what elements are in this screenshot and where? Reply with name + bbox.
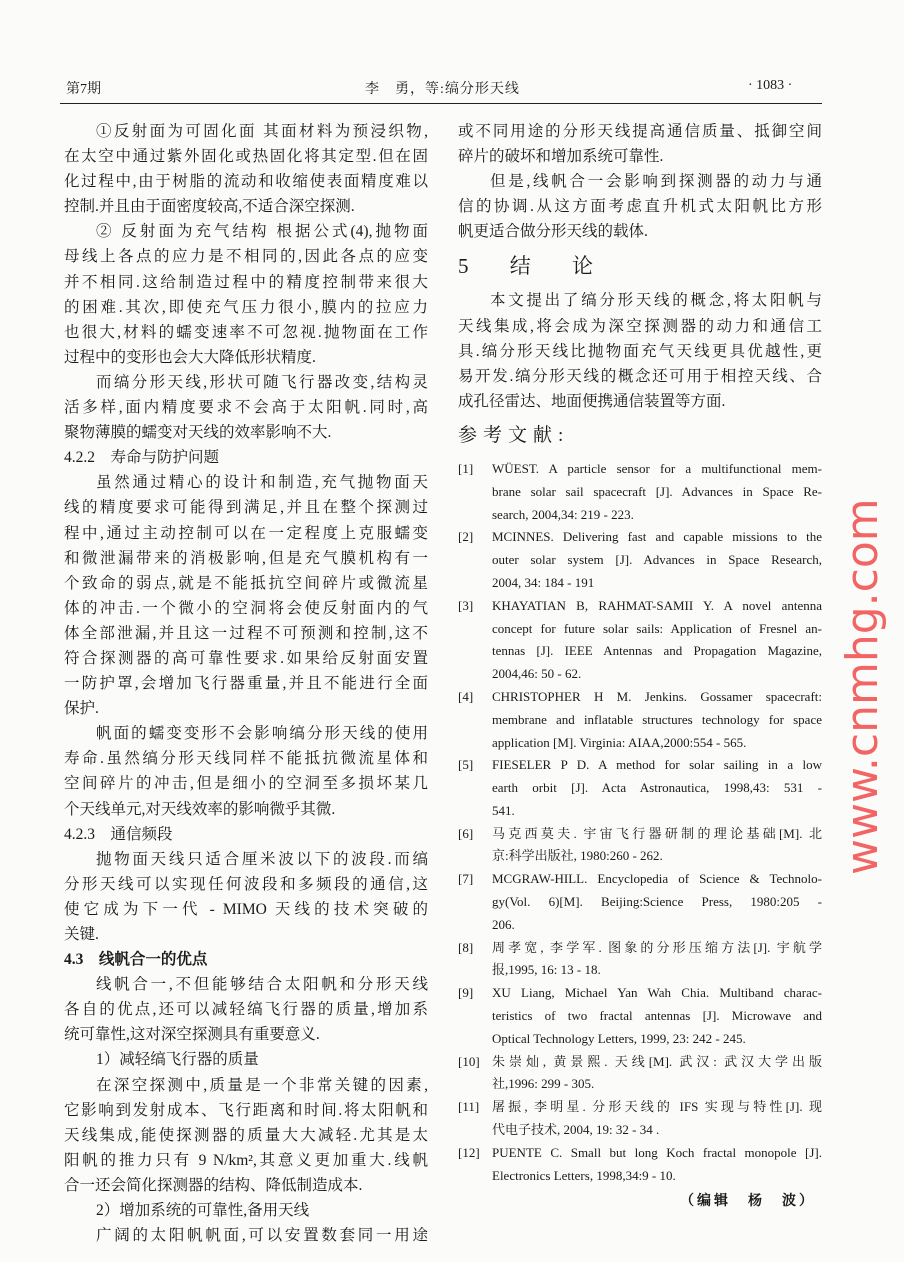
reference-number: [1] — [458, 460, 474, 476]
reference-item — [458, 868, 822, 936]
text-line: 活多样,面内精度要求不会高于太阳帆.同时,高 — [64, 399, 428, 417]
page-number: · 1083 · — [748, 78, 793, 93]
reference-line: teristics of two fractal antennas [J]. Microwave and — [492, 1008, 822, 1024]
text-line: 线帆合一,不但能够结合太阳帆和分形天线 — [96, 976, 428, 994]
reference-item — [458, 982, 822, 1050]
text-line: 4.3 线帆合一的优点 — [64, 951, 208, 969]
text-line: 而缟分形天线,形状可随飞行器改变,结构灵 — [96, 373, 428, 391]
reference-number: [10] — [458, 1053, 480, 1069]
reference-line: WÜEST. A particle sensor for a multifunctional mem- — [492, 460, 822, 476]
text-line: 碎片的破坏和增加系统可靠性. — [458, 148, 664, 166]
paragraph — [64, 972, 428, 1047]
text-line: 合一还会简化探测器的结构、降低制造成本. — [64, 1176, 363, 1194]
paragraph — [64, 847, 428, 947]
section-5-heading: 5 结 论 — [458, 254, 611, 279]
text-line: 在太空中通过紫外固化或热固化将其定型.但在固 — [64, 148, 428, 166]
text-line: 抛物面天线只适合厘米波以下的波段.而缟 — [96, 850, 428, 868]
text-line: 在深空探测中,质量是一个非常关键的因素, — [96, 1076, 428, 1094]
reference-line: FIESELER P D. A method for solar sailing in a low — [492, 757, 822, 773]
conclusion-paragraph — [458, 288, 822, 413]
text-line: 一防护罩,会增加飞行器重量,并且不能进行全面 — [64, 675, 428, 693]
text-line: 和微泄漏带来的消极影响,但是充气膜机构有一 — [64, 549, 428, 567]
reference-item — [458, 595, 822, 686]
text-line: ② 反射面为充气结构 根据公式(4),抛物面 — [96, 223, 428, 241]
reference-line: 2004,46: 50 - 62. — [492, 666, 582, 682]
reference-line: 206. — [492, 916, 515, 932]
text-line: 寿命.虽然缟分形天线同样不能抵抗微流星体和 — [64, 750, 428, 768]
reference-line: MCGRAW-HILL. Encyclopedia of Science & Technolo- — [492, 871, 822, 887]
text-line: 各自的优点,还可以减轻缟飞行器的质量,增加系 — [64, 1001, 428, 1019]
reference-line: concept for future solar sails: Application of Fresnel an- — [492, 620, 822, 636]
text-line: 体的冲击.一个微小的空洞将会使反射面内的气 — [64, 599, 428, 617]
reference-line: search, 2004,34: 219 - 223. — [492, 506, 634, 522]
text-line: 帆面的蠕变变形不会影响缟分形天线的使用 — [96, 725, 428, 743]
text-line: 统可靠性,这对深空探测具有重要意义. — [64, 1026, 320, 1044]
reference-line: 社,1996: 299 - 305. — [492, 1076, 595, 1092]
references-heading: 参考文献: — [458, 424, 570, 446]
section-heading — [64, 445, 428, 470]
paragraph — [64, 470, 428, 721]
reference-number: [3] — [458, 597, 474, 613]
text-line: 它影响到发射成本、飞行距离和时间.将太阳帆和 — [64, 1101, 428, 1119]
reference-line: 541. — [492, 802, 515, 818]
reference-line: gy(Vol. 6)[M]. Beijing:Science Press, 1980:205 - — [492, 894, 822, 910]
text-line: 也很大,材料的蠕变速率不可忽视.抛物面在工作 — [64, 323, 428, 341]
reference-item — [458, 937, 822, 983]
reference-line: brane solar sail spacecraft [J]. Advances in Space Re- — [492, 483, 822, 499]
text-line: 符合探测器的高可靠性要求.如果给反射面安置 — [64, 649, 428, 667]
reference-line: application [M]. Virginia: AIAA,2000:554 - 565. — [492, 734, 747, 750]
paragraph — [64, 1073, 428, 1198]
text-line: 并不相同.这给制造过程中的精度控制带来很大 — [64, 273, 428, 291]
text-line: 广阔的太阳帆帆面,可以安置数套同一用途 — [96, 1227, 428, 1245]
reference-line: earth orbit [J]. Acta Astronautica, 1998,43: 531 - — [492, 780, 822, 796]
text-line: 4.2.2 寿命与防护问题 — [64, 449, 220, 467]
reference-number: [12] — [458, 1144, 480, 1160]
reference-line: 周孝宽, 李学军. 图象的分形压缩方法[J]. 宇航学 — [492, 939, 822, 955]
text-line: ①反射面为可固化面 其面材料为预浸织物, — [96, 123, 428, 140]
text-line: 程中,通过主动控制可以在一定程度上克服蠕变 — [64, 524, 428, 542]
text-line: 母线上各点的应力是不相同的,因此各点的应变 — [64, 248, 428, 266]
reference-number: [8] — [458, 939, 474, 955]
reference-item — [458, 823, 822, 869]
reference-line: outer solar system [J]. Advances in Space Research, — [492, 552, 822, 568]
issue-number: 第7期 — [66, 82, 101, 97]
text-line: 阳帆的推力只有 9 N/km²,其意义更加重大.线帆 — [64, 1151, 428, 1169]
text-line: 或不同用途的分形天线提高通信质量、抵御空间 — [458, 123, 822, 140]
text-line: 虽然通过精心的设计和制造,充气抛物面天 — [96, 474, 428, 492]
reference-line: 马克西莫夫. 宇宙飞行器研制的理论基础[M]. 北 — [492, 825, 822, 841]
reference-line: Electronics Letters, 1998,34:9 - 10. — [492, 1167, 676, 1183]
reference-list — [458, 458, 822, 1188]
reference-item — [458, 754, 822, 822]
reference-line: PUENTE C. Small but long Koch fractal monopole [J]. — [492, 1144, 822, 1160]
reference-line: 京:科学出版社, 1980:260 - 262. — [492, 848, 663, 864]
text-line: 的困难.其次,即使充气压力很小,膜内的拉应力 — [64, 298, 428, 316]
reference-item — [458, 1096, 822, 1142]
text-line: 易开发.缟分形天线的概念还可用于相控天线、合 — [458, 367, 822, 385]
subheading — [64, 1198, 428, 1223]
reference-line: 朱崇灿, 黄景熙. 天线[M]. 武汉: 武汉大学出版 — [492, 1053, 822, 1069]
reference-number: [5] — [458, 757, 474, 773]
reference-number: [6] — [458, 825, 474, 841]
text-line: 本文提出了缟分形天线的概念,将太阳帆与 — [490, 292, 822, 310]
header-rule — [60, 103, 822, 104]
reference-line: KHAYATIAN B, RAHMAT-SAMII Y. A novel antenna — [492, 597, 822, 613]
subheading — [64, 1047, 428, 1072]
running-title: 李 勇，等:缟分形天线 — [365, 82, 520, 97]
text-line: 1）减轻缟飞行器的质量 — [96, 1051, 259, 1069]
paragraph — [64, 119, 428, 219]
reference-item — [458, 686, 822, 754]
paragraph — [64, 1223, 428, 1248]
text-line: 过程中的变形也会大大降低形状精度. — [64, 348, 316, 366]
text-line: 体全部泄漏,并且这一过程不可预测和控制,这不 — [64, 624, 428, 642]
text-line: 天线集成,将会成为深空探测器的动力和通信工 — [458, 317, 822, 335]
reference-line: tennas [J]. IEEE Antennas and Propagation Magazine, — [492, 643, 822, 659]
text-line: 信的协调.从这方面考虑直升机式太阳帆比方形 — [458, 198, 822, 216]
text-line: 但是,线帆合一会影响到探测器的动力与通 — [490, 173, 822, 191]
reference-number: [4] — [458, 688, 474, 704]
paragraph — [458, 119, 822, 169]
right-column-body — [458, 119, 822, 244]
text-line: 天线集成,能使探测器的质量大大减轻.尤其是太 — [64, 1126, 428, 1144]
paragraph — [64, 370, 428, 445]
reference-line: Optical Technology Letters, 1999, 23: 242 - 245. — [492, 1030, 746, 1046]
text-line: 个天线单元,对天线效率的影响微乎其微. — [64, 800, 336, 818]
section-heading — [64, 947, 428, 972]
reference-line: 代电子技术, 2004, 19: 32 - 34 . — [492, 1122, 660, 1138]
text-line: 控制.并且由于面密度较高,不适合深空探测. — [64, 198, 355, 216]
text-line: 4.2.3 通信频段 — [64, 825, 173, 843]
reference-line: MCINNES. Delivering fast and capable missions to the — [492, 529, 822, 545]
watermark: www.cnmhg.com — [837, 498, 888, 875]
reference-line: XU Liang, Michael Yan Wah Chia. Multiband charac- — [492, 985, 822, 1001]
text-line: 使它成为下一代 - MIMO 天线的技术突破的 — [64, 900, 428, 918]
reference-line: 屠振, 李明星. 分形天线的 IFS 实现与特性[J]. 现 — [492, 1099, 822, 1115]
text-line: 聚物薄膜的蠕变对天线的效率影响不大. — [64, 424, 332, 442]
text-line: 具.缟分形天线比抛物面充气天线更具优越性,更 — [458, 342, 822, 360]
reference-number: [9] — [458, 985, 474, 1001]
text-line: 分形天线可以实现任何波段和多频段的通信,这 — [64, 875, 428, 893]
paragraph — [458, 169, 822, 244]
text-line: 线的精度要求可能得到满足,并且在整个探测过 — [64, 499, 428, 517]
reference-number: [11] — [458, 1099, 480, 1115]
text-line: 成孔径雷达、地面便携通信装置等方面. — [458, 392, 726, 410]
paragraph — [64, 721, 428, 821]
reference-item — [458, 1051, 822, 1097]
reference-number: [7] — [458, 871, 474, 887]
text-line: 2）增加系统的可靠性,备用天线 — [96, 1202, 310, 1220]
section-heading — [64, 822, 428, 847]
editor-note: （编辑 杨 波） — [680, 1194, 816, 1210]
reference-item — [458, 526, 822, 594]
right-column — [458, 119, 822, 1217]
reference-number: [2] — [458, 529, 474, 545]
reference-line: 报,1995, 16: 13 - 18. — [492, 962, 601, 978]
text-line: 保护. — [64, 700, 99, 718]
paragraph — [64, 219, 428, 370]
reference-line: CHRISTOPHER H M. Jenkins. Gossamer spacecraft: — [492, 688, 822, 704]
text-line: 空间碎片的冲击,但是细小的空洞至多损坏某几 — [64, 775, 428, 793]
reference-line: membrane and inflatable structures technology for space — [492, 711, 822, 727]
reference-item — [458, 1142, 822, 1188]
text-line: 帆更适合做分形天线的载体. — [458, 223, 648, 241]
text-line: 关键. — [64, 926, 99, 943]
text-line: 化过程中,由于树脂的流动和收缩使表面精度难以 — [64, 173, 428, 191]
left-column — [64, 119, 428, 1248]
reference-line: 2004, 34: 184 - 191 — [492, 574, 595, 590]
text-line: 个致命的弱点,就是不能抵抗空间碎片或微流星 — [64, 574, 428, 592]
reference-item — [458, 458, 822, 526]
